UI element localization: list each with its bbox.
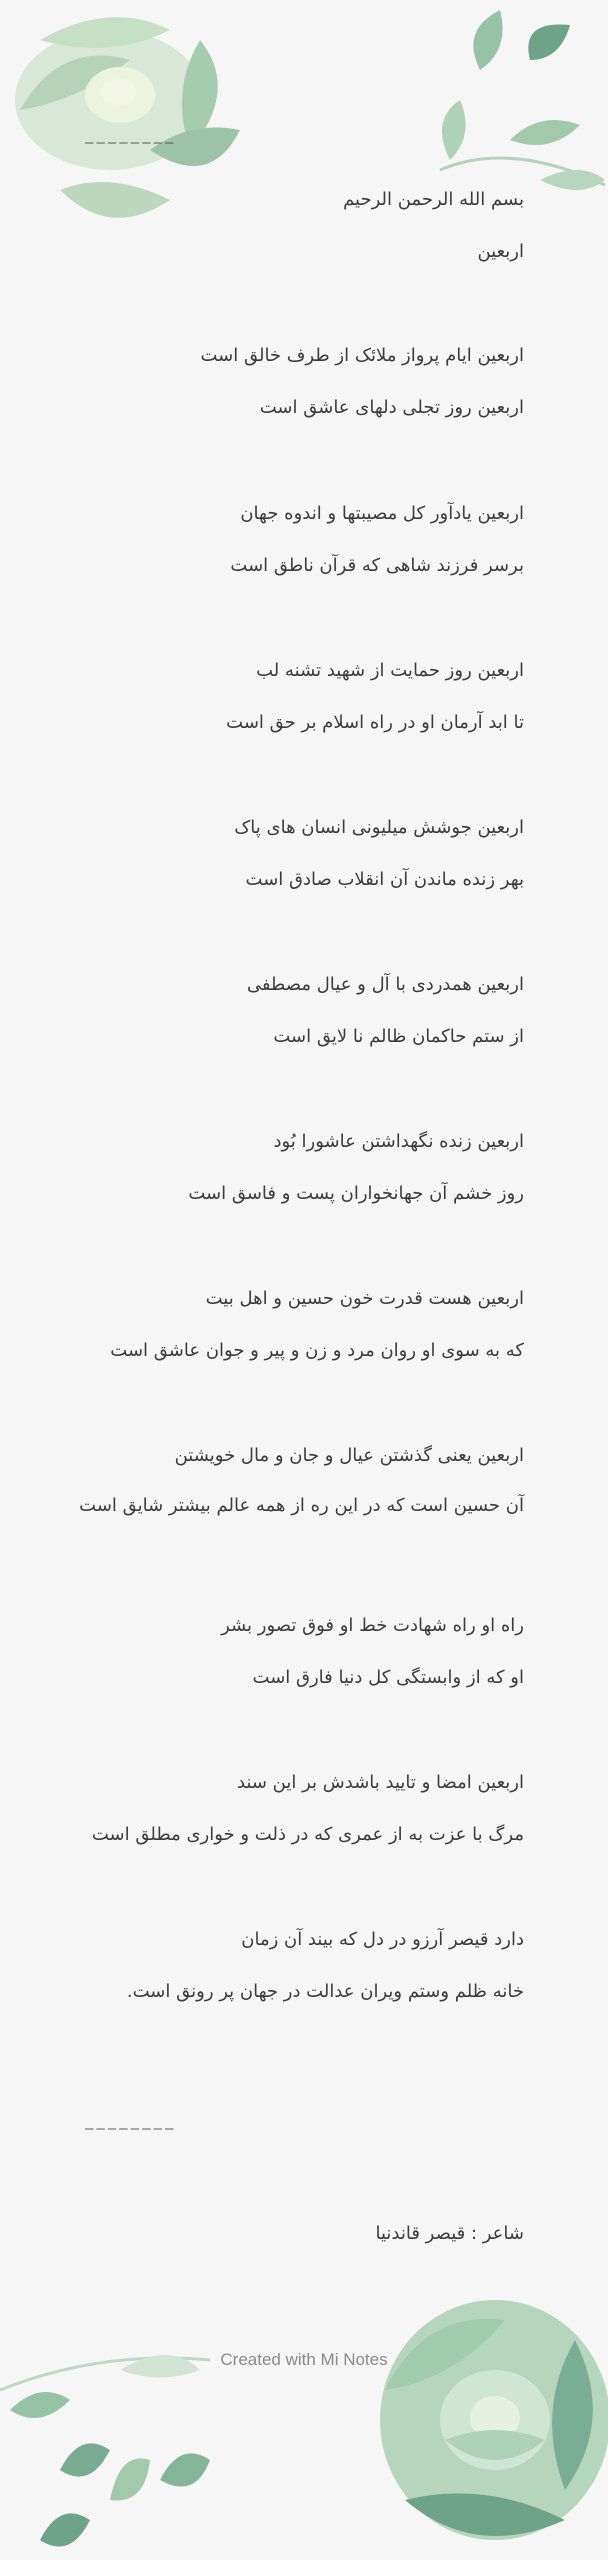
succulent-illustration-bottom-right <box>345 2270 608 2560</box>
footer-watermark: Created with Mi Notes <box>220 2350 388 2369</box>
poem-line: از ستم حاکمان ظالم نا لایق است <box>273 1026 524 1047</box>
poem-line: اربعین یادآور کل مصیبتها و اندوه جهان <box>240 503 524 524</box>
poem-line: مرگ با عزت به از عمری که در ذلت و خواری مطلق است <box>91 1824 524 1845</box>
poem-line: تا ابد آرمان او در راه اسلام بر حق است <box>226 712 524 733</box>
poem-line: اربعین هست قدرت خون حسین و اهل بیت <box>205 1288 524 1309</box>
poem-line: خانه ظلم وستم ویران عدالت در جهان پر رونق است. <box>126 1981 524 2002</box>
poem-line: دارد قیصر آرزو در دل که بیند آن زمان <box>241 1929 524 1950</box>
poem-line: اربعین یعنی گذشتن عیال و جان و مال خویشتن <box>174 1445 524 1466</box>
divider-line-bottom: ———————— <box>85 2121 177 2137</box>
poem-line: برسر فرزند شاهی که قرآن ناطق است <box>230 555 524 576</box>
poem-line: اربعین روز حمایت از شهید تشنه لب <box>256 660 524 681</box>
poem-line: اربعین همدردی با آل و عیال مصطفی <box>246 974 524 995</box>
poem-line: اربعین ایام پرواز ملائک از طرف خالق است <box>200 345 524 366</box>
bismillah-line: بسم الله الرحمن الرحیم <box>343 189 524 210</box>
poem-line: او که از وابستگی کل دنیا فارق است <box>252 1667 524 1688</box>
poem-line: روز خشم آن جهانخواران پست و فاسق است <box>188 1183 524 1204</box>
poet-credit: شاعر : قیصر قاندنیا <box>375 2223 524 2244</box>
divider-line-top: ———————— <box>85 135 177 151</box>
poem-line: اربعین جوشش میلیونی انسان های پاک <box>234 817 524 838</box>
poem-line: آن حسین است که در این ره از همه عالم بیشتر شایق است <box>79 1495 524 1516</box>
poem-line: که به سوی او روان مرد و زن و پیر و جوان عاشق است <box>110 1340 524 1361</box>
poem-line: اربعین زنده نگهداشتن عاشورا بُود <box>273 1131 524 1152</box>
poem-title: اربعین <box>477 241 524 262</box>
poem-line: اربعین روز تجلی دلهای عاشق است <box>259 397 524 418</box>
poem-line: بهر زنده ماندن آن انقلاب صادق است <box>245 869 524 890</box>
poem-line: راه او راه شهادت خط او فوق تصور بشر <box>221 1615 524 1636</box>
poem-line: اربعین امضا و تایید باشدش بر این سند <box>237 1772 524 1793</box>
leaf-branch-illustration-top-right <box>420 0 608 210</box>
